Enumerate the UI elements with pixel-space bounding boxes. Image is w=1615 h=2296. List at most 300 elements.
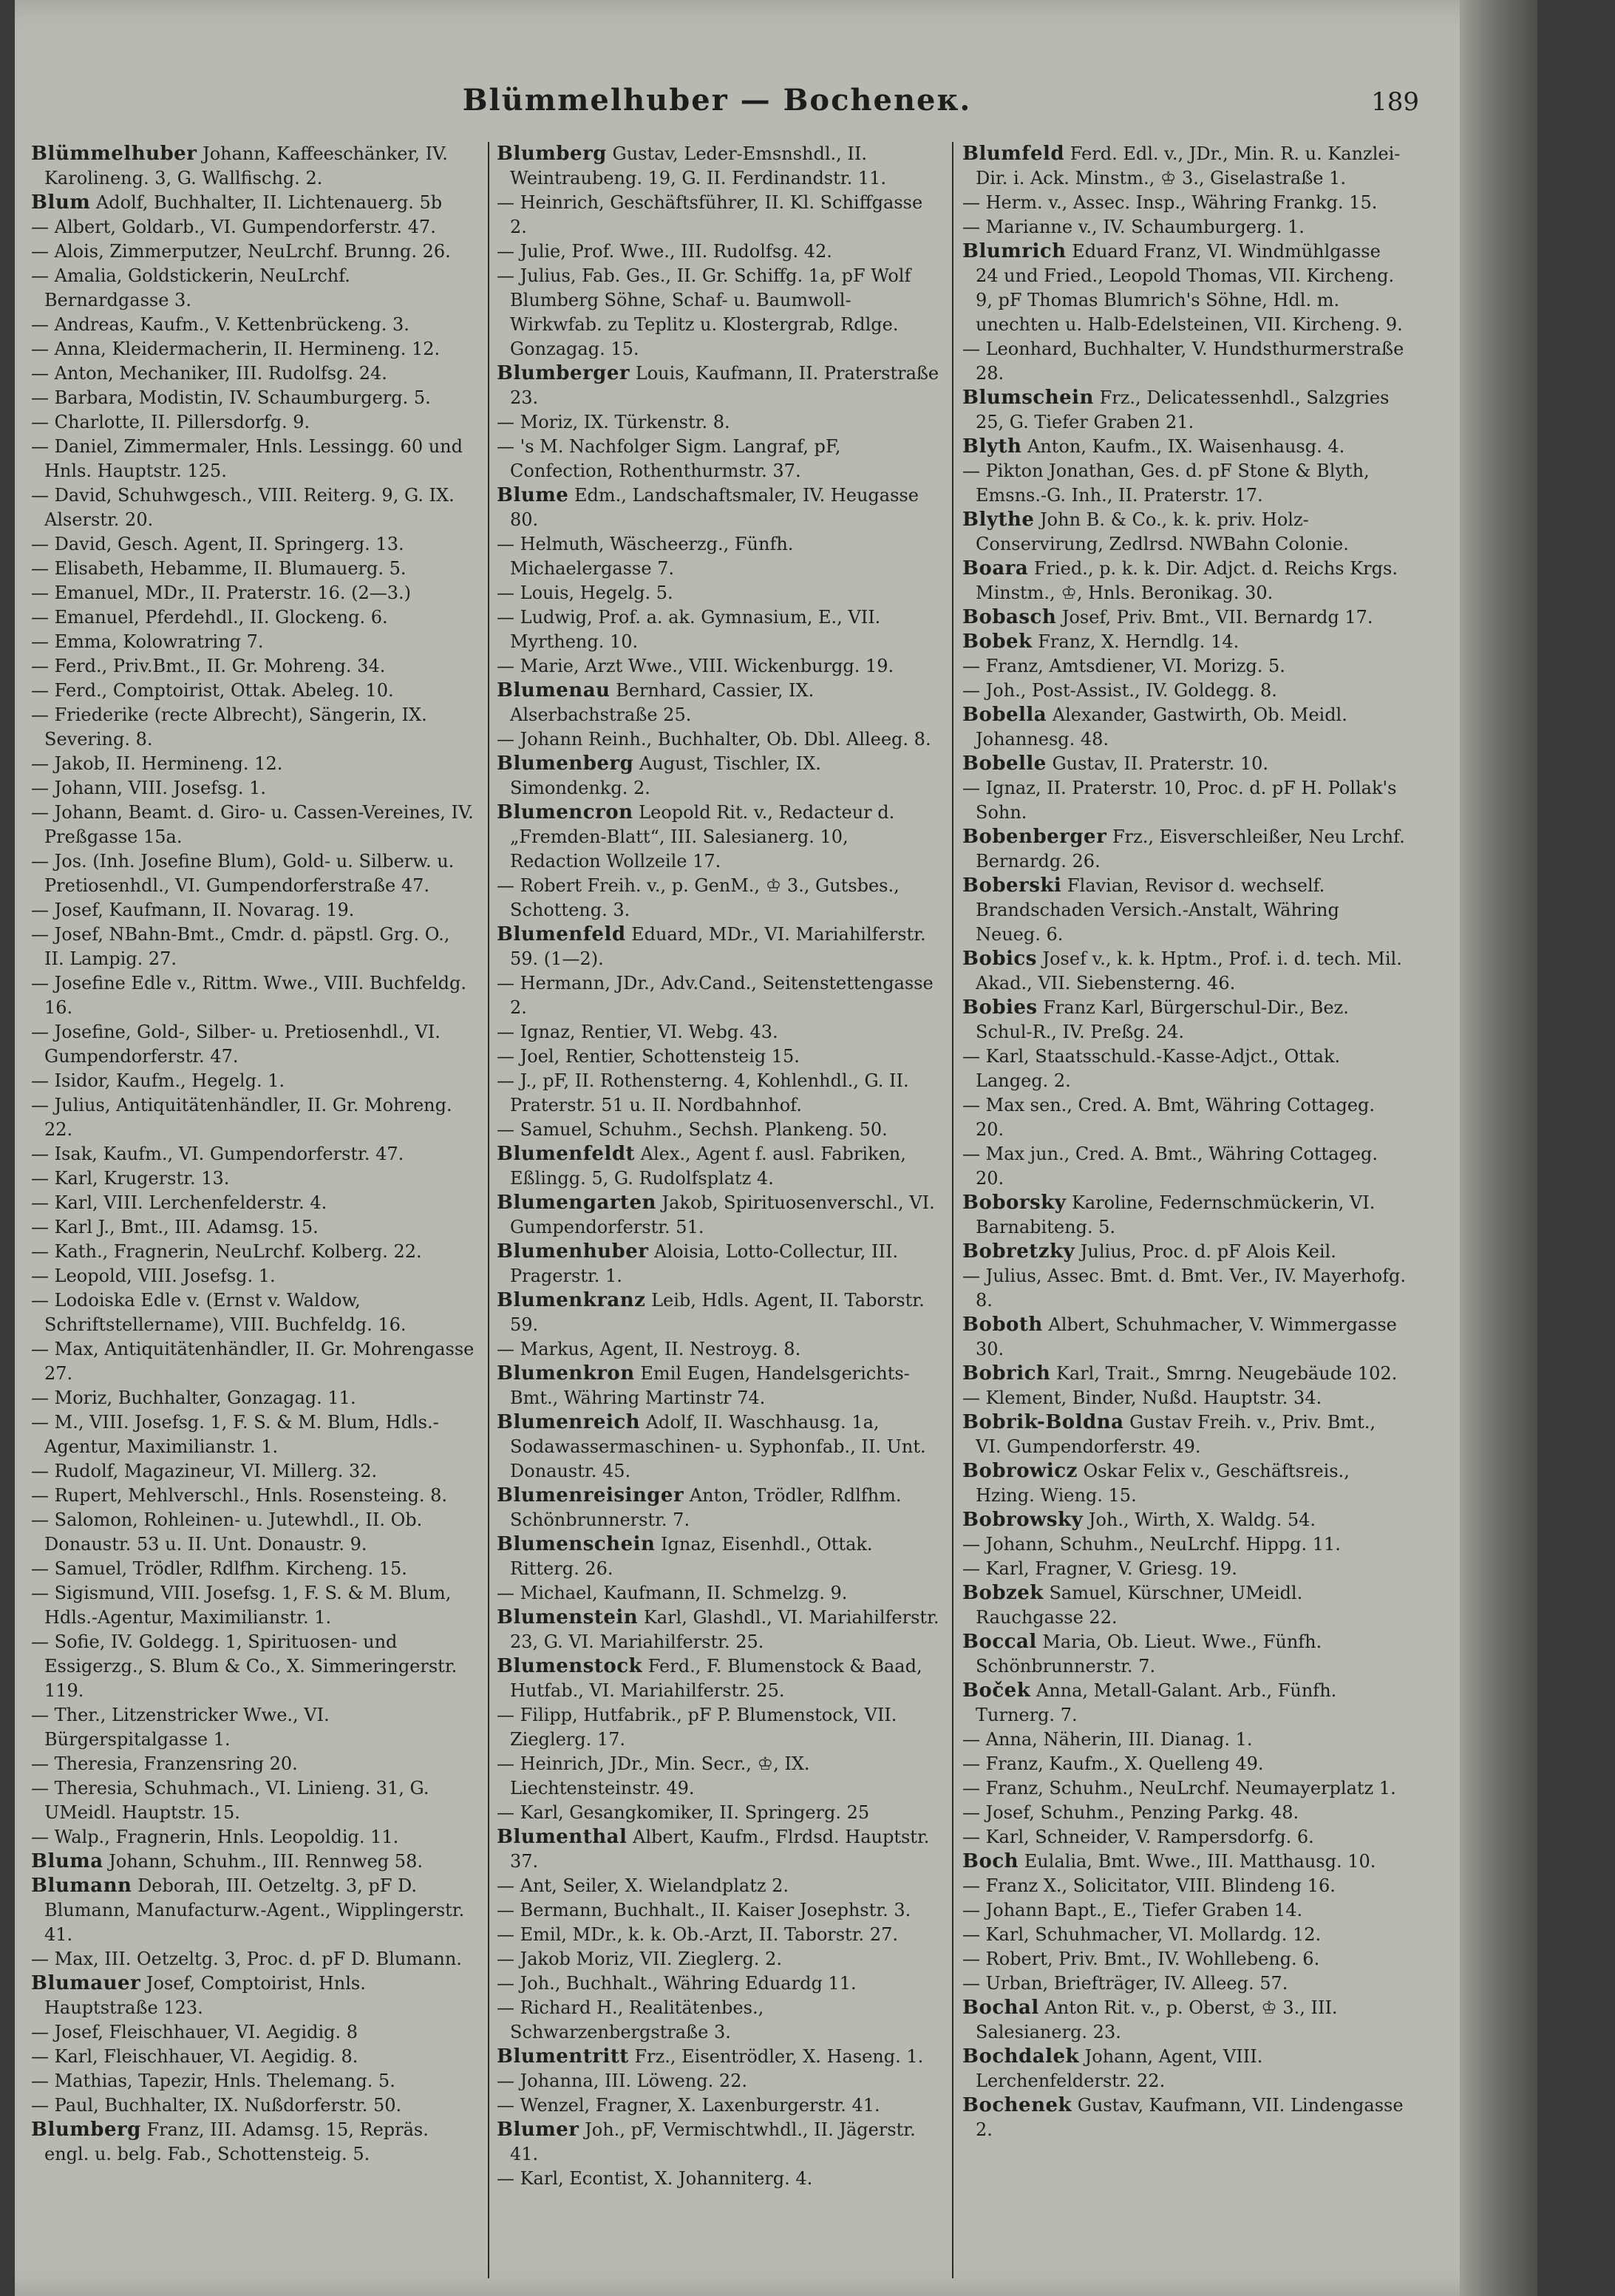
entry-text: — Max jun., Cred. A. Bmt., Währing Cottageg. 20. <box>962 1144 1378 1189</box>
directory-entry <box>31 1557 475 1581</box>
entry-text: — Joh., Buchhalt., Währing Eduardg 11. <box>497 1973 857 1994</box>
directory-entry <box>497 1923 940 1947</box>
directory-entry <box>497 2093 940 2118</box>
entry-text: Franz, X. Herndlg. 14. <box>1038 631 1240 652</box>
entry-text: — Ferd., Priv.Bmt., II. Gr. Mohreng. 34. <box>31 656 386 676</box>
entry-text: — Helmuth, Wäscheerzg., Fünfh. Michaelergasse 7. <box>497 534 794 579</box>
entry-text: — 's M. Nachfolger Sigm. Langraf, pF, Confection, Rothenthurmstr. 37. <box>497 436 841 481</box>
directory-entry <box>497 1581 940 1606</box>
directory-entry <box>31 1240 475 1264</box>
entry-text: — Johann, VIII. Josefsg. 1. <box>31 778 266 798</box>
directory-entry <box>497 923 940 971</box>
entry-text: Josef, Priv. Bmt., VII. Bernardg 17. <box>1061 607 1373 628</box>
surname-heading: Bobelle <box>962 753 1047 775</box>
surname-heading: Bochal <box>962 1997 1039 2019</box>
page-number: 189 <box>1371 87 1419 117</box>
directory-entry <box>962 1093 1406 1142</box>
entry-text: — Mathias, Tapezir, Hnls. Thelemang. 5. <box>31 2071 395 2091</box>
entry-text: — Karl, Gesangkomiker, II. Springerg. 25 <box>497 1802 870 1823</box>
directory-entry <box>497 532 940 581</box>
entry-text: Gustav, Leder-Emsnshdl., II. Weintraubeng. 19, G. II. Ferdinandstr. 11. <box>510 143 887 188</box>
entry-text: Anton, Kaufm., IX. Waisenhausg. 4. <box>1027 436 1345 457</box>
entry-text: — Urban, Briefträger, IV. Alleeg. 57. <box>962 1973 1288 1994</box>
directory-entry <box>31 1264 475 1288</box>
surname-heading: Bobzek <box>962 1582 1044 1604</box>
surname-heading: Blumschein <box>962 387 1094 409</box>
directory-entry <box>31 557 475 581</box>
directory-entry <box>962 459 1406 508</box>
entry-text: Gustav Freih. v., Priv. Bmt., VI. Gumpendorferstr. 49. <box>976 1412 1376 1457</box>
directory-entry <box>497 1045 940 1069</box>
directory-entry <box>31 654 475 679</box>
entry-text: — Walp., Fragnerin, Hnls. Leopoldig. 11. <box>31 1827 399 1847</box>
directory-entry <box>962 654 1406 679</box>
directory-entry <box>31 630 475 654</box>
entry-text: — Lodoiska Edle v. (Ernst v. Waldow, Schriftstellername), VIII. Buchfeldg. 16. <box>31 1290 407 1335</box>
surname-heading: Bobrowsky <box>962 1509 1084 1531</box>
entry-text: — Alois, Zimmerputzer, NeuLrchf. Brunng. 26. <box>31 241 451 262</box>
directory-entry <box>31 605 475 630</box>
entry-text: — Joel, Rentier, Schottensteig 15. <box>497 1046 800 1067</box>
directory-entry <box>962 1386 1406 1410</box>
entry-text: — Anton, Mechaniker, III. Rudolfsg. 24. <box>31 363 387 384</box>
directory-entry <box>497 2167 940 2191</box>
directory-entry <box>497 1947 940 1971</box>
entry-text: Bernhard, Cassier, IX. Alserbachstraße 25. <box>510 680 815 725</box>
surname-heading: Blümmelhuber <box>31 143 197 165</box>
entry-text: — Moriz, IX. Türkenstr. 8. <box>497 412 730 432</box>
directory-entry <box>497 1337 940 1362</box>
surname-heading: Blumenhuber <box>497 1240 649 1263</box>
page-edge-shadow <box>1460 0 1537 2296</box>
entry-text: Josef, Comptoirist, Hnls. Hauptstraße 123. <box>44 1973 366 2018</box>
surname-heading: Blumenfeldt <box>497 1143 636 1165</box>
entry-text: — Samuel, Trödler, Rdlfhm. Kircheng. 15. <box>31 1558 407 1579</box>
entry-text: — Franz, Schuhm., NeuLrchf. Neumayerplatz 1. <box>962 1778 1396 1799</box>
entry-text: — Rudolf, Magazineur, VI. Millerg. 32. <box>31 1461 378 1481</box>
entry-text: — Julius, Antiquitätenhändler, II. Gr. Mohreng. 22. <box>31 1095 452 1140</box>
directory-entry <box>962 1630 1406 1679</box>
directory-entry <box>962 1532 1406 1557</box>
surname-heading: Blumenkranz <box>497 1289 646 1311</box>
entry-text: — Johann, Beamt. d. Giro- u. Cassen-Vereines, IV. Preßgasse 15a. <box>31 802 474 847</box>
directory-entry <box>497 654 940 679</box>
directory-entry <box>962 1874 1406 1898</box>
surname-heading: Blumenstein <box>497 1606 639 1628</box>
entry-text: — Anna, Kleidermacherin, II. Hermineng. 12. <box>31 339 441 359</box>
entry-text: — Charlotte, II. Pillersdorfg. 9. <box>31 412 310 432</box>
directory-entry <box>962 1825 1406 1850</box>
entry-text: — Max sen., Cred. A. Bmt, Währing Cottageg. 20. <box>962 1095 1375 1140</box>
entry-text: — Isak, Kaufm., VI. Gumpendorferstr. 47. <box>31 1144 404 1164</box>
entry-text: Albert, Schuhmacher, V. Wimmergasse 30. <box>976 1314 1397 1359</box>
entry-text: — Heinrich, Geschäftsführer, II. Kl. Schiffgasse 2. <box>497 192 923 237</box>
directory-entry <box>497 727 940 752</box>
entry-text: — Julius, Fab. Ges., II. Gr. Schiffg. 1a, pF Wolf Blumberg Söhne, Schaf- u. Baumwoll-Wirkwfab. zu Teplitz u. Klostergrab, Rdlge. Gonzagag. 15. <box>497 265 911 359</box>
entry-text: — Leopold, VIII. Josefsg. 1. <box>31 1266 276 1286</box>
directory-entry <box>31 2045 475 2069</box>
directory-entry <box>962 1142 1406 1191</box>
directory-entry <box>497 1654 940 1703</box>
entry-text: Anton, Trödler, Rdlfhm. Schönbrunnerstr. 7. <box>510 1485 902 1530</box>
entry-text: John B. & Co., k. k. priv. Holz-Conservirung, Zedlrsd. NWBahn Colonie. <box>976 509 1349 554</box>
directory-entry <box>962 1728 1406 1752</box>
surname-heading: Blumberger <box>497 362 630 384</box>
directory-entry <box>497 1825 940 1874</box>
directory-entry <box>962 435 1406 459</box>
entry-text: Adolf, II. Waschhausg. 1a, Sodawassermaschinen- u. Syphonfab., II. Unt. Donaustr. 45. <box>510 1412 926 1481</box>
surname-heading: Blythe <box>962 509 1035 531</box>
surname-heading: Blumencron <box>497 801 633 823</box>
directory-entry <box>31 2069 475 2093</box>
directory-entry <box>31 1484 475 1508</box>
entry-text: — Ferd., Comptoirist, Ottak. Abeleg. 10. <box>31 680 394 701</box>
directory-entry <box>497 1362 940 1410</box>
surname-heading: Blumenstock <box>497 1655 643 1677</box>
entry-text: — Franz, Amtsdiener, VI. Morizg. 5. <box>962 656 1285 676</box>
entry-text: — Sofie, IV. Goldegg. 1, Spirituosen- und Essigerzg., S. Blum & Co., X. Simmeringerstr. 119. <box>31 1631 458 1701</box>
directory-entry <box>497 483 940 532</box>
surname-heading: Blumer <box>497 2119 579 2141</box>
entry-text: — Anna, Näherin, III. Dianag. 1. <box>962 1729 1253 1750</box>
directory-entry <box>31 532 475 557</box>
directory-entry <box>31 215 475 240</box>
directory-entry <box>31 1581 475 1630</box>
entry-text: — Jos. (Inh. Josefine Blum), Gold- u. Silberw. u. Pretiosenhdl., VI. Gumpendorferstraße 47. <box>31 851 455 896</box>
scanned-page <box>15 0 1537 2296</box>
directory-entry <box>31 1971 475 2020</box>
entry-text: — Elisabeth, Hebamme, II. Blumauerg. 5. <box>31 558 407 579</box>
directory-entry <box>962 1508 1406 1532</box>
directory-entry <box>497 801 940 874</box>
entry-text: Franz Karl, Bürgerschul-Dir., Bez. Schul-R., IV. Preßg. 24. <box>976 997 1349 1042</box>
directory-entry <box>497 1703 940 1752</box>
directory-entry <box>962 1264 1406 1313</box>
entry-text: — Heinrich, JDr., Min. Secr., ♔, IX. Liechtensteinstr. 49. <box>497 1753 810 1799</box>
entry-text: — Karl, Fragner, V. Griesg. 19. <box>962 1558 1237 1579</box>
directory-entry <box>497 874 940 923</box>
directory-entry <box>962 1923 1406 1947</box>
entry-text: Louis, Kaufmann, II. Praterstraße 23. <box>510 363 939 408</box>
directory-entry <box>497 1752 940 1801</box>
directory-entry <box>962 1996 1406 2045</box>
entry-text: Frz., Eisentrödler, X. Haseng. 1. <box>634 2046 924 2067</box>
directory-entry <box>962 215 1406 240</box>
directory-entry <box>497 1069 940 1118</box>
directory-entry <box>962 1947 1406 1971</box>
entry-text: — Franz X., Solicitator, VIII. Blindeng 16. <box>962 1875 1336 1896</box>
entry-text: — Emanuel, MDr., II. Praterstr. 16. (2—3.) <box>31 583 412 603</box>
directory-entry <box>962 557 1406 605</box>
entry-text: — Louis, Hegelg. 5. <box>497 583 673 603</box>
entry-text: — Johann, Schuhm., NeuLrchf. Hippg. 11. <box>962 1534 1341 1555</box>
surname-heading: Boara <box>962 557 1029 580</box>
surname-heading: Bobella <box>962 704 1047 726</box>
entry-text: August, Tischler, IX. Simondenkg. 2. <box>510 753 821 798</box>
directory-entry <box>31 1142 475 1166</box>
directory-entry <box>497 1484 940 1532</box>
column-left <box>31 142 475 2271</box>
column-divider-1 <box>488 142 489 2278</box>
directory-entry <box>31 1825 475 1850</box>
directory-entry <box>31 386 475 410</box>
entry-text: Johann, Schuhm., III. Rennweg 58. <box>109 1851 423 1872</box>
directory-entry <box>31 898 475 923</box>
surname-heading: Blumann <box>31 1875 132 1897</box>
entry-text: — Theresia, Franzensring 20. <box>31 1753 298 1774</box>
surname-heading: Bobics <box>962 948 1037 970</box>
directory-entry <box>31 1874 475 1947</box>
directory-entry <box>31 1947 475 1971</box>
entry-text: — Theresia, Schuhmach., VI. Linieng. 31, G. UMeidl. Hauptstr. 15. <box>31 1778 429 1823</box>
surname-heading: Boch <box>962 1850 1019 1872</box>
directory-entry <box>497 2118 940 2167</box>
entry-text: Gustav, II. Praterstr. 10. <box>1052 753 1269 774</box>
directory-entry <box>31 1215 475 1240</box>
surname-heading: Boberski <box>962 874 1062 897</box>
entry-text: — J., pF, II. Rothensterng. 4, Kohlenhdl., G. II. Praterstr. 51 u. II. Nordbahnhof. <box>497 1070 909 1115</box>
entry-text: — Rupert, Mehlverschl., Hnls. Rosensteing. 8. <box>31 1485 447 1506</box>
directory-entry <box>497 410 940 435</box>
entry-text: — Emma, Kolowratring 7. <box>31 631 264 652</box>
surname-heading: Boboth <box>962 1314 1043 1336</box>
directory-entry <box>962 1459 1406 1508</box>
directory-entry <box>962 947 1406 996</box>
directory-entry <box>962 1850 1406 1874</box>
entry-text: Josef v., k. k. Hptm., Prof. i. d. tech. Mil. Akad., VII. Siebensterng. 46. <box>976 948 1402 994</box>
surname-heading: Blumenberg <box>497 753 634 775</box>
entry-text: — Amalia, Goldstickerin, NeuLrchf. Bernardgasse 3. <box>31 265 350 310</box>
entry-text: — Michael, Kaufmann, II. Schmelzg. 9. <box>497 1583 848 1603</box>
entry-text: — Josef, NBahn-Bmt., Cmdr. d. päpstl. Grg. O., II. Lampig. 27. <box>31 924 450 969</box>
directory-entry <box>31 2020 475 2045</box>
directory-entry <box>497 1532 940 1581</box>
directory-entry <box>31 581 475 605</box>
directory-entry <box>31 435 475 483</box>
directory-entry <box>962 1240 1406 1264</box>
directory-entry <box>497 1410 940 1484</box>
directory-entry <box>962 703 1406 752</box>
directory-entry <box>497 1898 940 1923</box>
directory-entry <box>962 1045 1406 1093</box>
entry-text: Frz., Delicatessenhdl., Salzgries 25, G. Tiefer Graben 21. <box>976 387 1390 432</box>
surname-heading: Bobrowicz <box>962 1460 1078 1482</box>
entry-text: — M., VIII. Josefsg. 1, F. S. & M. Blum, Hdls.-Agentur, Maximilianstr. 1. <box>31 1412 439 1457</box>
entry-text: — Josef, Kaufmann, II. Novarag. 19. <box>31 900 355 920</box>
directory-entry <box>962 2045 1406 2093</box>
surname-heading: Blumberg <box>31 2119 141 2141</box>
entry-text: — Max, III. Oetzeltg. 3, Proc. d. pF D. Blumann. <box>31 1949 462 1969</box>
directory-entry <box>497 361 940 410</box>
entry-text: — Filipp, Hutfabrik., pF P. Blumenstock, VII. Zieglerg. 17. <box>497 1705 897 1750</box>
entry-text: Ferd., F. Blumenstock & Baad, Hutfab., VI. Mariahilferstr. 25. <box>510 1656 922 1701</box>
surname-heading: Boccal <box>962 1631 1037 1653</box>
directory-entry <box>962 1971 1406 1996</box>
entry-text: Deborah, III. Oetzeltg. 3, pF D. Blumann, Manufacturw.-Agent., Wipplingerstr. 41. <box>44 1875 465 1945</box>
surname-heading: Bobretzky <box>962 1240 1075 1263</box>
directory-entry <box>962 508 1406 557</box>
surname-heading: Blumenfeld <box>497 923 626 945</box>
entry-text: — David, Gesch. Agent, II. Springerg. 13. <box>31 534 404 554</box>
entry-text: — Pikton Jonathan, Ges. d. pF Stone & Blyth, Emsns.-G. Inh., II. Praterstr. 17. <box>962 461 1370 506</box>
directory-entry <box>962 1410 1406 1459</box>
directory-entry <box>31 1166 475 1191</box>
directory-entry <box>962 386 1406 435</box>
surname-heading: Blumenreisinger <box>497 1484 684 1507</box>
entry-text: — Johann Reinh., Buchhalter, Ob. Dbl. Alleeg. 8. <box>497 729 931 750</box>
entry-text: Karl, Trait., Smrng. Neugebäude 102. <box>1055 1363 1398 1384</box>
entry-text: — Hermann, JDr., Adv.Cand., Seitenstettengasse 2. <box>497 973 934 1018</box>
surname-heading: Blumfeld <box>962 143 1065 165</box>
directory-entry <box>31 191 475 215</box>
entry-text: Joh., Wirth, X. Waldg. 54. <box>1088 1509 1316 1530</box>
directory-entry <box>497 1801 940 1825</box>
running-header <box>15 83 1419 127</box>
surname-heading: Boček <box>962 1679 1031 1702</box>
directory-entry <box>31 1752 475 1776</box>
entry-text: — Josef, Fleischhauer, VI. Aegidig. 8 <box>31 2022 358 2042</box>
directory-entry <box>962 752 1406 776</box>
entry-text: Alexander, Gastwirth, Ob. Meidl. Johannesg. 48. <box>976 704 1347 750</box>
surname-heading: Blumentritt <box>497 2045 629 2068</box>
entry-text: — Ignaz, Rentier, VI. Webg. 43. <box>497 1022 778 1042</box>
entry-text: Frz., Eisverschleißer, Neu Lrchf. Bernardg. 26. <box>976 826 1405 872</box>
entry-text: — Paul, Buchhalter, IX. Nußdorferstr. 50. <box>31 2095 402 2116</box>
entry-text: — Josef, Schuhm., Penzing Parkg. 48. <box>962 1802 1299 1823</box>
directory-entry <box>497 1606 940 1654</box>
entry-text: Franz, III. Adamsg. 15, Repräs. engl. u. belg. Fab., Schottensteig. 5. <box>44 2119 429 2164</box>
directory-entry <box>962 996 1406 1045</box>
directory-entry <box>31 483 475 532</box>
entry-text: — Daniel, Zimmermaler, Hnls. Lessingg. 60 und Hnls. Hauptstr. 125. <box>31 436 463 481</box>
directory-entry <box>962 1679 1406 1728</box>
entry-text: Emil Eugen, Handelsgerichts-Bmt., Währing Martinstr 74. <box>510 1363 910 1408</box>
entry-text: — Markus, Agent, II. Nestroyg. 8. <box>497 1339 801 1359</box>
entry-text: Joh., pF, Vermischtwhdl., II. Jägerstr. 41. <box>510 2119 916 2164</box>
entry-text: — Karl, Krugerstr. 13. <box>31 1168 230 1189</box>
entry-text: Eulalia, Bmt. Wwe., III. Matthausg. 10. <box>1024 1851 1376 1872</box>
directory-entry <box>962 874 1406 947</box>
entry-text: Gustav, Kaufmann, VII. Lindengasse 2. <box>976 2095 1404 2140</box>
directory-entry <box>31 801 475 849</box>
directory-entry <box>497 2069 940 2093</box>
directory-entry <box>962 1581 1406 1630</box>
entry-text: Johann, Agent, VIII. Lerchenfelderstr. 22. <box>976 2046 1263 2091</box>
entry-text: — Josefine, Gold-, Silber- u. Pretiosenhdl., VI. Gumpendorferstr. 47. <box>31 1022 441 1067</box>
entry-text: — Richard H., Realitätenbes., Schwarzenbergstraße 3. <box>497 1997 764 2042</box>
entry-text: — Emanuel, Pferdehdl., II. Glockeng. 6. <box>31 607 388 628</box>
entry-text: — Ant, Seiler, X. Wielandplatz 2. <box>497 1875 789 1896</box>
directory-entry <box>31 923 475 971</box>
directory-entry <box>31 1069 475 1093</box>
entry-text: Anna, Metall-Galant. Arb., Fünfh. Turnerg. 7. <box>976 1680 1337 1725</box>
directory-entry <box>31 703 475 752</box>
entry-text: — Karl, VIII. Lerchenfelderstr. 4. <box>31 1192 327 1213</box>
directory-entry <box>497 1142 940 1191</box>
entry-text: — Wenzel, Fragner, X. Laxenburgerstr. 41. <box>497 2095 880 2116</box>
directory-entry <box>962 142 1406 191</box>
entry-text: Karoline, Federnschmückerin, VI. Barnabiteng. 5. <box>976 1192 1376 1237</box>
entry-text: Aloisia, Lotto-Collectur, III. Pragerstr. 1. <box>510 1241 899 1286</box>
entry-text: — Emil, MDr., k. k. Ob.-Arzt, II. Taborstr. 27. <box>497 1924 898 1945</box>
surname-heading: Blumenthal <box>497 1826 628 1848</box>
entry-text: Albert, Kaufm., Flrdsd. Hauptstr. 37. <box>510 1827 930 1872</box>
directory-entry <box>31 313 475 337</box>
directory-entry <box>497 1191 940 1240</box>
entry-text: — Salomon, Rohleinen- u. Jutewhdl., II. Ob. Donaustr. 53 u. II. Unt. Donaustr. 9. <box>31 1509 423 1555</box>
entry-text: Flavian, Revisor d. wechself. Brandschaden Versich.-Anstalt, Währing Neueg. 6. <box>976 875 1339 945</box>
entry-text: — Karl, Schneider, V. Rampersdorfg. 6. <box>962 1827 1314 1847</box>
directory-entry <box>962 240 1406 337</box>
directory-entry <box>962 605 1406 630</box>
entry-text: — Karl J., Bmt., III. Adamsg. 15. <box>31 1217 319 1237</box>
entry-text: Karl, Glashdl., VI. Mariahilferstr. 23, G. VI. Mariahilferstr. 25. <box>510 1607 939 1652</box>
entry-text: — Franz, Kaufm., X. Quelleng 49. <box>962 1753 1264 1774</box>
entry-text: Eduard Franz, VI. Windmühlgasse 24 und Fried., Leopold Thomas, VII. Kircheng. 9, pF Thomas Blumrich's Söhne, Hdl. m. unechten u. Halb-Edelsteinen, VII. Kircheng. 9. <box>976 241 1403 335</box>
directory-entry <box>962 679 1406 703</box>
directory-entry <box>962 1191 1406 1240</box>
directory-entry <box>497 2045 940 2069</box>
entry-text: — Josefine Edle v., Rittm. Wwe., VIII. Buchfeldg. 16. <box>31 973 466 1018</box>
entry-text: Ferd. Edl. v., JDr., Min. R. u. Kanzlei-Dir. i. Ack. Minstm., ♔ 3., Giselastraße 1. <box>976 143 1401 188</box>
directory-entry <box>497 581 940 605</box>
entry-text: — Sigismund, VIII. Josefsg. 1, F. S. & M. Blum, Hdls.-Agentur, Maximilianstr. 1. <box>31 1583 452 1628</box>
surname-heading: Bobek <box>962 631 1033 653</box>
entry-text: Maria, Ob. Lieut. Wwe., Fünfh. Schönbrunnerstr. 7. <box>976 1631 1322 1677</box>
column-divider-2 <box>952 142 953 2278</box>
surname-heading: Bobrik-Boldna <box>962 1411 1124 1433</box>
entry-text: — Klement, Binder, Nußd. Hauptstr. 34. <box>962 1388 1322 1408</box>
directory-entry <box>962 337 1406 386</box>
directory-entry <box>962 191 1406 215</box>
directory-entry <box>497 1240 940 1288</box>
directory-entry <box>31 1776 475 1825</box>
entry-text: Julius, Proc. d. pF Alois Keil. <box>1080 1241 1336 1262</box>
directory-entry <box>31 1337 475 1386</box>
entry-text: — Leonhard, Buchhalter, V. Hundsthurmerstraße 28. <box>962 339 1404 384</box>
entry-text: — Robert Freih. v., p. GenM., ♔ 3., Gutsbes., Schotteng. 3. <box>497 875 900 920</box>
directory-entry <box>962 630 1406 654</box>
entry-text: — Samuel, Schuhm., Sechsh. Plankeng. 50. <box>497 1119 888 1140</box>
directory-entry <box>497 1020 940 1045</box>
directory-entry <box>962 1557 1406 1581</box>
directory-entry <box>31 1508 475 1557</box>
surname-heading: Blumenschein <box>497 1533 656 1555</box>
directory-entry <box>962 776 1406 825</box>
entry-text: — Marianne v., IV. Schaumburgerg. 1. <box>962 217 1305 237</box>
entry-text: — Ludwig, Prof. a. ak. Gymnasium, E., VII. Myrtheng. 10. <box>497 607 881 652</box>
entry-text: Samuel, Kürschner, UMeidl. Rauchgasse 22. <box>976 1583 1303 1628</box>
entry-text: Fried., p. k. k. Dir. Adjct. d. Reichs Krgs. Minstm., ♔, Hnls. Beronikag. 30. <box>976 558 1398 603</box>
entry-text: — Julie, Prof. Wwe., III. Rudolfsg. 42. <box>497 241 832 262</box>
entry-text: — Marie, Arzt Wwe., VIII. Wickenburgg. 19. <box>497 656 894 676</box>
directory-entry <box>962 2093 1406 2142</box>
entry-text: — Max, Antiquitätenhändler, II. Gr. Mohrengasse 27. <box>31 1339 475 1384</box>
entry-text: Anton Rit. v., p. Oberst, ♔ 3., III. Salesianerg. 23. <box>976 1997 1338 2042</box>
directory-entry <box>497 1288 940 1337</box>
entry-text: Leib, Hdls. Agent, II. Taborstr. 59. <box>510 1290 925 1335</box>
directory-entry <box>962 1898 1406 1923</box>
surname-heading: Blumenau <box>497 679 611 702</box>
entry-text: — Barbara, Modistin, IV. Schaumburgerg. 5. <box>31 387 431 408</box>
directory-entry <box>31 1386 475 1410</box>
directory-entry <box>31 410 475 435</box>
directory-entry <box>31 752 475 776</box>
directory-entry <box>31 264 475 313</box>
surname-heading: Bobenberger <box>962 826 1107 848</box>
entry-text: Leopold Rit. v., Redacteur d. „Fremden-Blatt“, III. Salesianerg. 10, Redaction Wollzeile 17. <box>510 802 895 872</box>
directory-entry <box>497 971 940 1020</box>
